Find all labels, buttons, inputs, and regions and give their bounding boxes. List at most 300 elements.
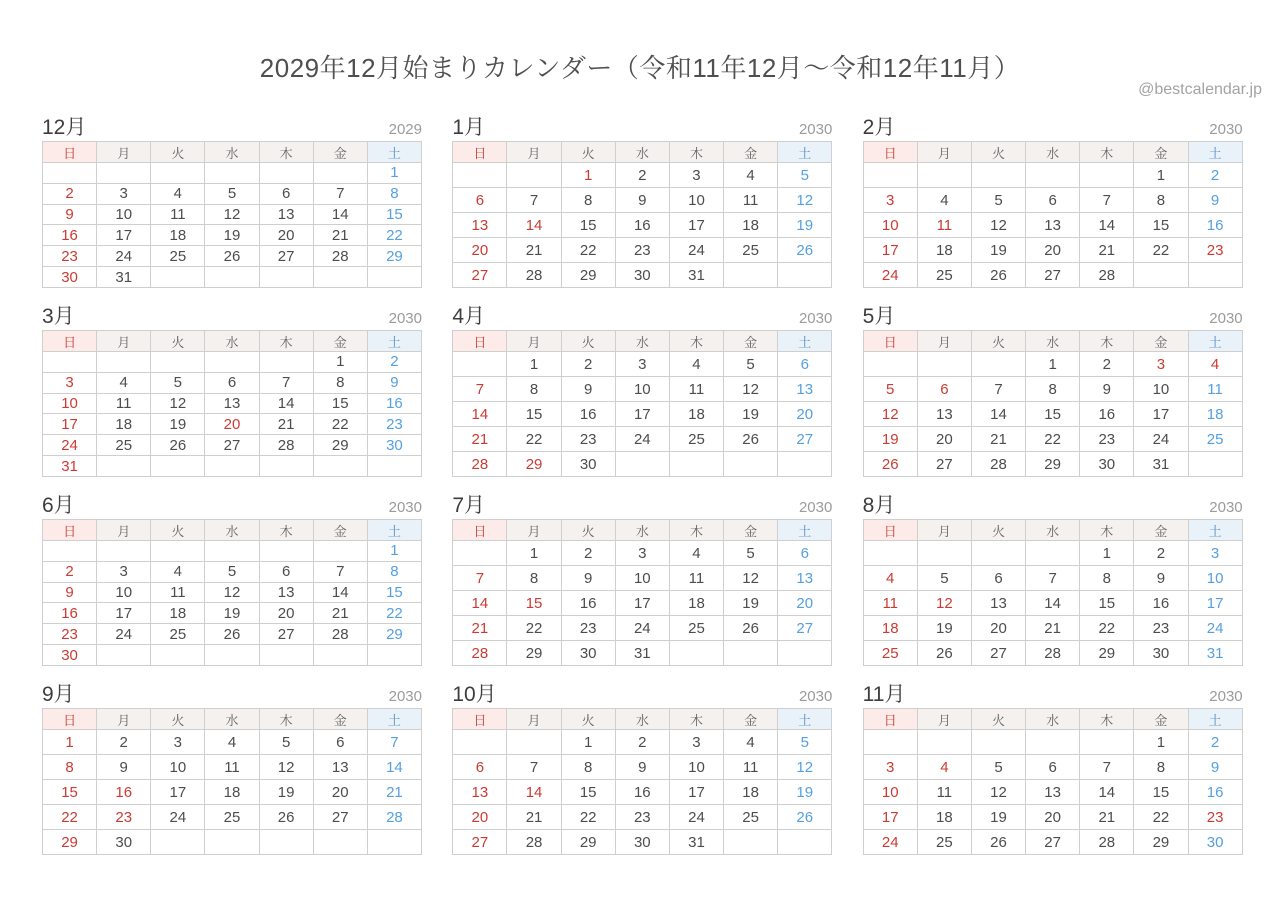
month-year: 2030 [1209, 121, 1243, 138]
week-row [453, 541, 832, 566]
date-cell: 3 [151, 730, 205, 755]
weekday-header-cell: 木 [1080, 709, 1134, 730]
date-cell: 23 [615, 238, 669, 263]
date-cell: 1 [507, 541, 561, 566]
empty-cell [1026, 541, 1080, 566]
weekday-header-cell: 火 [971, 142, 1025, 163]
date-cell: 17 [615, 402, 669, 427]
empty-cell [1026, 730, 1080, 755]
date-cell: 17 [1134, 402, 1188, 427]
month-year: 2030 [798, 499, 833, 516]
date-cell: 26 [205, 246, 259, 267]
date-cell: 24 [863, 830, 917, 855]
month-block-1月 [452, 111, 832, 288]
date-cell: 15 [1134, 213, 1188, 238]
date-cell: 23 [1080, 427, 1134, 452]
date-cell: 11 [917, 213, 971, 238]
date-cell: 14 [507, 213, 561, 238]
date-cell: 1 [367, 163, 421, 184]
date-cell: 23 [561, 427, 615, 452]
date-cell: 21 [1080, 238, 1134, 263]
weekday-header-cell: 土 [1188, 142, 1242, 163]
date-cell: 6 [778, 541, 832, 566]
month-table [42, 330, 422, 477]
date-cell: 11 [1188, 377, 1242, 402]
weekday-header-cell: 火 [561, 520, 615, 541]
date-cell: 27 [205, 435, 259, 456]
date-cell: 11 [97, 393, 151, 414]
date-cell: 5 [151, 372, 205, 393]
date-cell: 9 [561, 566, 615, 591]
date-cell: 4 [917, 188, 971, 213]
empty-cell [615, 452, 669, 477]
empty-cell [863, 730, 917, 755]
date-cell: 19 [205, 603, 259, 624]
week-row [863, 163, 1242, 188]
date-cell: 13 [205, 393, 259, 414]
date-cell: 29 [43, 830, 97, 855]
week-row [43, 780, 422, 805]
date-cell: 13 [1026, 213, 1080, 238]
date-cell: 13 [453, 780, 507, 805]
weekday-header-cell: 土 [367, 331, 421, 352]
weekday-header-cell: 水 [205, 142, 259, 163]
empty-cell [205, 541, 259, 562]
empty-cell [971, 541, 1025, 566]
empty-cell [151, 830, 205, 855]
date-cell: 22 [43, 805, 97, 830]
week-row [453, 730, 832, 755]
weekday-header-cell: 土 [367, 520, 421, 541]
week-row [863, 566, 1242, 591]
date-cell: 22 [1026, 427, 1080, 452]
date-cell: 16 [615, 780, 669, 805]
week-row [453, 641, 832, 666]
date-cell: 2 [43, 561, 97, 582]
date-cell: 13 [971, 591, 1025, 616]
empty-cell [863, 352, 917, 377]
date-cell: 28 [259, 435, 313, 456]
month-year: 2030 [798, 688, 833, 705]
empty-cell [259, 352, 313, 373]
date-cell: 20 [313, 780, 367, 805]
empty-cell [724, 263, 778, 288]
month-block-10月 [452, 678, 832, 855]
date-cell: 13 [778, 566, 832, 591]
date-cell: 14 [453, 591, 507, 616]
weekday-header-cell: 火 [151, 331, 205, 352]
date-cell: 19 [778, 780, 832, 805]
date-cell: 21 [507, 238, 561, 263]
weekday-header-cell: 月 [917, 520, 971, 541]
week-row [863, 427, 1242, 452]
date-cell: 28 [1080, 263, 1134, 288]
date-cell: 10 [1188, 566, 1242, 591]
date-cell: 16 [561, 402, 615, 427]
date-cell: 6 [1026, 188, 1080, 213]
week-row [43, 645, 422, 666]
date-cell: 1 [507, 352, 561, 377]
month-table [42, 519, 422, 666]
week-row [453, 616, 832, 641]
month-year: 2030 [1209, 688, 1243, 705]
date-cell: 18 [97, 414, 151, 435]
empty-cell [453, 730, 507, 755]
empty-cell [971, 730, 1025, 755]
date-cell: 17 [669, 213, 723, 238]
date-cell: 4 [1188, 352, 1242, 377]
month-header [863, 678, 1243, 705]
date-cell: 4 [724, 163, 778, 188]
date-cell: 7 [367, 730, 421, 755]
month-header [42, 111, 422, 138]
week-row [863, 352, 1242, 377]
month-header [452, 678, 832, 705]
empty-cell [205, 645, 259, 666]
weekday-header-cell: 月 [507, 520, 561, 541]
date-cell: 24 [43, 435, 97, 456]
date-cell: 24 [1188, 616, 1242, 641]
month-title: 5月 [862, 305, 896, 328]
date-cell: 16 [1188, 780, 1242, 805]
date-cell: 19 [971, 238, 1025, 263]
weekday-header-cell: 水 [1026, 142, 1080, 163]
date-cell: 27 [313, 805, 367, 830]
week-row [863, 188, 1242, 213]
weekday-header-cell: 月 [97, 709, 151, 730]
date-cell: 27 [1026, 830, 1080, 855]
date-cell: 18 [151, 603, 205, 624]
date-cell: 2 [97, 730, 151, 755]
empty-cell [1026, 163, 1080, 188]
date-cell: 6 [205, 372, 259, 393]
week-row [863, 213, 1242, 238]
date-cell: 29 [367, 624, 421, 645]
date-cell: 17 [97, 225, 151, 246]
date-cell: 7 [453, 377, 507, 402]
weekday-header-cell: 月 [917, 709, 971, 730]
empty-cell [313, 830, 367, 855]
date-cell: 25 [205, 805, 259, 830]
empty-cell [863, 541, 917, 566]
empty-cell [453, 163, 507, 188]
date-cell: 22 [367, 225, 421, 246]
date-cell: 21 [259, 414, 313, 435]
month-table [452, 330, 832, 477]
month-table [863, 330, 1243, 477]
month-title: 12月 [42, 116, 87, 139]
date-cell: 19 [778, 213, 832, 238]
weekday-header-cell: 土 [367, 709, 421, 730]
date-cell: 9 [561, 377, 615, 402]
date-cell: 22 [1134, 805, 1188, 830]
watermark-bestcalendar: @bestcalendar.jp [1138, 81, 1262, 98]
date-cell: 20 [259, 603, 313, 624]
week-row [43, 267, 422, 288]
date-cell: 7 [259, 372, 313, 393]
week-row [43, 352, 422, 373]
empty-cell [313, 456, 367, 477]
empty-cell [367, 456, 421, 477]
date-cell: 27 [453, 830, 507, 855]
date-cell: 24 [669, 805, 723, 830]
date-cell: 22 [1080, 616, 1134, 641]
date-cell: 25 [917, 263, 971, 288]
empty-cell [97, 645, 151, 666]
weekday-header-cell: 月 [97, 142, 151, 163]
date-cell: 1 [1134, 730, 1188, 755]
weekday-header-cell: 水 [205, 520, 259, 541]
weekday-header-cell: 火 [561, 142, 615, 163]
date-cell: 7 [1026, 566, 1080, 591]
date-cell: 13 [778, 377, 832, 402]
empty-cell [971, 163, 1025, 188]
week-row [43, 830, 422, 855]
date-cell: 12 [205, 204, 259, 225]
date-cell: 27 [971, 641, 1025, 666]
date-cell: 30 [561, 452, 615, 477]
date-cell: 30 [43, 267, 97, 288]
date-cell: 22 [507, 616, 561, 641]
date-cell: 31 [615, 641, 669, 666]
date-cell: 12 [971, 780, 1025, 805]
date-cell: 10 [97, 582, 151, 603]
date-cell: 8 [367, 561, 421, 582]
week-row [863, 377, 1242, 402]
empty-cell [97, 541, 151, 562]
date-cell: 4 [151, 561, 205, 582]
date-cell: 4 [151, 183, 205, 204]
empty-cell [43, 541, 97, 562]
date-cell: 8 [1134, 755, 1188, 780]
date-cell: 21 [313, 603, 367, 624]
empty-cell [151, 352, 205, 373]
week-row [43, 163, 422, 184]
date-cell: 12 [259, 755, 313, 780]
date-cell: 15 [507, 591, 561, 616]
weekday-header-cell: 木 [669, 520, 723, 541]
date-cell: 3 [863, 755, 917, 780]
weekday-header-cell: 土 [367, 142, 421, 163]
week-row [43, 805, 422, 830]
weekday-header-cell: 日 [43, 520, 97, 541]
date-cell: 21 [507, 805, 561, 830]
date-cell: 18 [151, 225, 205, 246]
month-table [452, 708, 832, 855]
date-cell: 1 [43, 730, 97, 755]
week-row [43, 183, 422, 204]
date-cell: 11 [724, 755, 778, 780]
date-cell: 21 [453, 427, 507, 452]
date-cell: 19 [724, 591, 778, 616]
date-cell: 8 [367, 183, 421, 204]
date-cell: 28 [507, 830, 561, 855]
weekday-header-cell: 火 [561, 331, 615, 352]
date-cell: 13 [259, 582, 313, 603]
weekday-header-cell: 金 [313, 331, 367, 352]
empty-cell [313, 267, 367, 288]
date-cell: 25 [151, 246, 205, 267]
date-cell: 19 [205, 225, 259, 246]
month-title: 10月 [452, 683, 497, 706]
empty-cell [1080, 163, 1134, 188]
date-cell: 30 [97, 830, 151, 855]
week-row [863, 452, 1242, 477]
month-header [863, 111, 1243, 138]
date-cell: 3 [43, 372, 97, 393]
date-cell: 2 [367, 352, 421, 373]
week-row [863, 541, 1242, 566]
date-cell: 19 [151, 414, 205, 435]
date-cell: 3 [1134, 352, 1188, 377]
date-cell: 17 [1188, 591, 1242, 616]
date-cell: 22 [1134, 238, 1188, 263]
date-cell: 8 [313, 372, 367, 393]
weekday-header-cell: 木 [259, 331, 313, 352]
date-cell: 11 [863, 591, 917, 616]
date-cell: 17 [863, 805, 917, 830]
weekday-header-cell: 火 [971, 331, 1025, 352]
date-cell: 5 [971, 755, 1025, 780]
date-cell: 31 [1134, 452, 1188, 477]
date-cell: 25 [724, 805, 778, 830]
date-cell: 6 [259, 561, 313, 582]
month-header [42, 678, 422, 705]
date-cell: 27 [917, 452, 971, 477]
date-cell: 2 [561, 352, 615, 377]
weekday-header-cell: 木 [259, 142, 313, 163]
month-block-5月 [863, 300, 1243, 477]
month-block-7月 [452, 489, 832, 666]
date-cell: 10 [615, 566, 669, 591]
weekday-header-cell: 月 [917, 331, 971, 352]
date-cell: 16 [561, 591, 615, 616]
date-cell: 2 [1188, 730, 1242, 755]
date-cell: 18 [1188, 402, 1242, 427]
date-cell: 8 [1080, 566, 1134, 591]
date-cell: 29 [367, 246, 421, 267]
week-row [453, 591, 832, 616]
date-cell: 10 [669, 188, 723, 213]
month-block-4月 [452, 300, 832, 477]
date-cell: 24 [615, 427, 669, 452]
week-row [453, 830, 832, 855]
date-cell: 10 [43, 393, 97, 414]
week-row [453, 377, 832, 402]
date-cell: 3 [1188, 541, 1242, 566]
empty-cell [453, 352, 507, 377]
date-cell: 9 [615, 755, 669, 780]
date-cell: 16 [1188, 213, 1242, 238]
week-row [453, 352, 832, 377]
date-cell: 7 [453, 566, 507, 591]
weekday-header-cell: 水 [615, 520, 669, 541]
date-cell: 31 [43, 456, 97, 477]
date-cell: 15 [367, 204, 421, 225]
weekday-header-cell: 日 [453, 709, 507, 730]
date-cell: 3 [863, 188, 917, 213]
date-cell: 14 [313, 204, 367, 225]
month-year: 2030 [388, 310, 422, 327]
empty-cell [259, 830, 313, 855]
month-table [42, 141, 422, 288]
week-row [453, 163, 832, 188]
week-row [453, 755, 832, 780]
date-cell: 1 [367, 541, 421, 562]
date-cell: 14 [453, 402, 507, 427]
month-year: 2030 [1209, 310, 1243, 327]
weekday-header-cell: 日 [453, 331, 507, 352]
week-row [43, 456, 422, 477]
date-cell: 5 [205, 183, 259, 204]
weekday-header-cell: 金 [1134, 142, 1188, 163]
weekday-header-cell: 土 [778, 709, 832, 730]
date-cell: 18 [917, 805, 971, 830]
week-row [43, 730, 422, 755]
date-cell: 28 [971, 452, 1025, 477]
date-cell: 10 [615, 377, 669, 402]
empty-cell [205, 267, 259, 288]
date-cell: 11 [669, 377, 723, 402]
weekday-header-cell: 月 [97, 520, 151, 541]
date-cell: 10 [1134, 377, 1188, 402]
week-row [453, 263, 832, 288]
date-cell: 26 [917, 641, 971, 666]
date-cell: 3 [615, 541, 669, 566]
date-cell: 18 [724, 780, 778, 805]
date-cell: 17 [97, 603, 151, 624]
month-title: 7月 [452, 494, 486, 517]
weekday-header-cell: 金 [1134, 709, 1188, 730]
empty-cell [778, 641, 832, 666]
empty-cell [724, 452, 778, 477]
date-cell: 16 [367, 393, 421, 414]
month-block-8月 [863, 489, 1243, 666]
week-row [453, 780, 832, 805]
date-cell: 9 [1188, 755, 1242, 780]
date-cell: 11 [669, 566, 723, 591]
weekday-header-cell: 土 [1188, 331, 1242, 352]
empty-cell [778, 452, 832, 477]
date-cell: 30 [615, 830, 669, 855]
weekday-header-cell: 月 [507, 142, 561, 163]
weekday-header-cell: 水 [205, 709, 259, 730]
date-cell: 17 [151, 780, 205, 805]
date-cell: 3 [615, 352, 669, 377]
weekday-header-cell: 月 [917, 142, 971, 163]
date-cell: 14 [367, 755, 421, 780]
empty-cell [367, 267, 421, 288]
date-cell: 8 [561, 188, 615, 213]
date-cell: 21 [971, 427, 1025, 452]
month-title: 11月 [862, 683, 906, 706]
empty-cell [724, 641, 778, 666]
weekday-header-cell: 水 [615, 331, 669, 352]
date-cell: 30 [43, 645, 97, 666]
weekday-header-cell: 水 [615, 709, 669, 730]
weekday-header-cell: 木 [669, 142, 723, 163]
weekday-header-cell: 金 [724, 142, 778, 163]
date-cell: 23 [561, 616, 615, 641]
week-row [863, 641, 1242, 666]
weekday-header-cell: 火 [151, 709, 205, 730]
empty-cell [453, 541, 507, 566]
month-header [452, 300, 832, 327]
week-row [43, 435, 422, 456]
date-cell: 29 [507, 452, 561, 477]
date-cell: 18 [669, 402, 723, 427]
weekday-header-cell: 日 [863, 709, 917, 730]
